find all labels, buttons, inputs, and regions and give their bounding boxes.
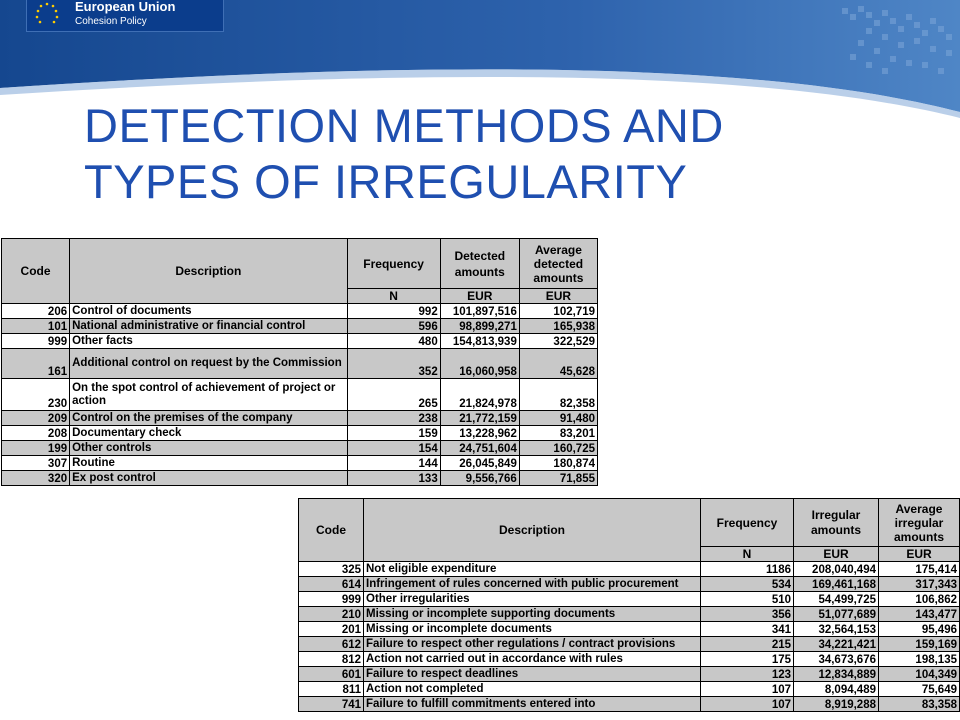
cell-average: 175,414 [879,562,960,577]
table-row [2,319,598,334]
table-row [299,577,960,592]
slide-title [84,98,784,210]
header-average: Average irregular amounts [879,499,960,547]
cell-average: 317,343 [879,577,960,592]
cell-description: Failure to respect deadlines [364,667,701,682]
cell-code: 812 [299,652,364,667]
irregularity-types-table [298,498,960,712]
table-row [299,667,960,682]
cell-code: 999 [2,334,70,349]
cell-description: Other facts [70,334,347,349]
header-amount: Detected amounts [440,239,519,289]
cell-description: Missing or incomplete documents [364,622,701,637]
cell-amount: 8,919,288 [794,697,879,712]
cell-amount: 51,077,689 [794,607,879,622]
cell-frequency: 123 [701,667,794,682]
table-row [299,682,960,697]
cell-code: 601 [299,667,364,682]
cell-frequency: 356 [701,607,794,622]
table-row [299,622,960,637]
cell-code: 320 [2,471,70,486]
cell-code: 307 [2,456,70,471]
cell-description: Failure to respect other regulations / contract provisions [364,637,701,652]
header-description: Description [364,499,701,562]
cell-average: 83,201 [519,426,597,441]
detection-methods-table [1,238,598,486]
unit-average: EUR [879,547,960,562]
header-amount: Irregular amounts [794,499,879,547]
cell-amount: 26,045,849 [440,456,519,471]
cell-amount: 9,556,766 [440,471,519,486]
header-average: Average detected amounts [519,239,597,289]
cell-frequency: 154 [347,441,440,456]
cell-amount: 208,040,494 [794,562,879,577]
cell-average: 159,169 [879,637,960,652]
cell-description: Missing or incomplete supporting documents [364,607,701,622]
cell-code: 612 [299,637,364,652]
cell-code: 210 [299,607,364,622]
cell-amount: 154,813,939 [440,334,519,349]
cell-description: Failure to fulfill commitments entered into [364,697,701,712]
unit-average: EUR [519,289,597,304]
cell-code: 614 [299,577,364,592]
unit-amount: EUR [794,547,879,562]
cell-description: National administrative or financial control [70,319,347,334]
cell-frequency: 596 [347,319,440,334]
cell-average: 198,135 [879,652,960,667]
cell-code: 208 [2,426,70,441]
table-row [2,379,598,411]
cell-description: Routine [70,456,347,471]
cell-frequency: 480 [347,334,440,349]
cell-code: 811 [299,682,364,697]
table-row [2,441,598,456]
unit-amount: EUR [440,289,519,304]
cell-code: 199 [2,441,70,456]
cell-frequency: 1186 [701,562,794,577]
cell-frequency: 159 [347,426,440,441]
cell-amount: 21,824,978 [440,379,519,411]
eu-logo [26,0,224,32]
cell-amount: 34,221,421 [794,637,879,652]
cell-description: Other irregularities [364,592,701,607]
cell-description: Other controls [70,441,347,456]
table-row [2,334,598,349]
table-row [2,304,598,319]
cell-code: 741 [299,697,364,712]
table-row [2,426,598,441]
cell-amount: 13,228,962 [440,426,519,441]
cell-description: Ex post control [70,471,347,486]
cell-average: 143,477 [879,607,960,622]
cell-amount: 169,461,168 [794,577,879,592]
cell-average: 75,649 [879,682,960,697]
table-row [299,592,960,607]
header-code: Code [2,239,70,304]
cell-average: 104,349 [879,667,960,682]
cell-average: 165,938 [519,319,597,334]
brand-subtitle: Cohesion Policy [75,15,147,27]
cell-amount: 54,499,725 [794,592,879,607]
cell-frequency: 175 [701,652,794,667]
header-frequency: Frequency [347,239,440,289]
cell-average: 102,719 [519,304,597,319]
cell-frequency: 144 [347,456,440,471]
cell-average: 83,358 [879,697,960,712]
cell-amount: 16,060,958 [440,349,519,379]
cell-frequency: 107 [701,697,794,712]
cell-average: 91,480 [519,411,597,426]
cell-amount: 21,772,159 [440,411,519,426]
cell-description: Action not carried out in accordance with rules [364,652,701,667]
table-row [299,607,960,622]
cell-description: Control on the premises of the company [70,411,347,426]
slide-title-line-1: DETECTION METHODS AND [84,99,724,152]
table-row [299,562,960,577]
unit-frequency: N [701,547,794,562]
cell-code: 161 [2,349,70,379]
cell-frequency: 215 [701,637,794,652]
cell-code: 230 [2,379,70,411]
cell-amount: 8,094,489 [794,682,879,697]
cell-code: 209 [2,411,70,426]
cell-description: Action not completed [364,682,701,697]
cell-average: 160,725 [519,441,597,456]
cell-frequency: 992 [347,304,440,319]
cell-amount: 34,673,676 [794,652,879,667]
cell-description: Not eligible expenditure [364,562,701,577]
eu-flag-icon [27,0,67,31]
cell-code: 201 [299,622,364,637]
cell-description: Additional control on request by the Commission [70,349,347,379]
table-row [2,471,598,486]
cell-description: Control of documents [70,304,347,319]
unit-frequency: N [347,289,440,304]
cell-amount: 32,564,153 [794,622,879,637]
cell-average: 71,855 [519,471,597,486]
header-code: Code [299,499,364,562]
cell-average: 106,862 [879,592,960,607]
cell-frequency: 341 [701,622,794,637]
cell-average: 82,358 [519,379,597,411]
cell-frequency: 534 [701,577,794,592]
cell-description: Infringement of rules concerned with public procurement [364,577,701,592]
cell-average: 322,529 [519,334,597,349]
cell-code: 206 [2,304,70,319]
header-description: Description [70,239,347,304]
cell-frequency: 352 [347,349,440,379]
cell-description: On the spot control of achievement of project or action [70,379,347,411]
cell-amount: 24,751,604 [440,441,519,456]
header-frequency: Frequency [701,499,794,547]
cell-frequency: 265 [347,379,440,411]
cell-description: Documentary check [70,426,347,441]
table-row [2,456,598,471]
cell-code: 325 [299,562,364,577]
cell-average: 45,628 [519,349,597,379]
cell-amount: 101,897,516 [440,304,519,319]
cell-average: 180,874 [519,456,597,471]
cell-amount: 98,899,271 [440,319,519,334]
table-row [299,637,960,652]
cell-frequency: 510 [701,592,794,607]
table-row [2,411,598,426]
cell-frequency: 107 [701,682,794,697]
cell-frequency: 133 [347,471,440,486]
cell-code: 999 [299,592,364,607]
slide-title-line-2: TYPES OF IRREGULARITY [84,155,688,208]
table-row [2,349,598,379]
cell-code: 101 [2,319,70,334]
table-row [299,652,960,667]
cell-amount: 12,834,889 [794,667,879,682]
brand-title: European Union [75,0,176,14]
table-row [299,697,960,712]
cell-frequency: 238 [347,411,440,426]
cell-average: 95,496 [879,622,960,637]
